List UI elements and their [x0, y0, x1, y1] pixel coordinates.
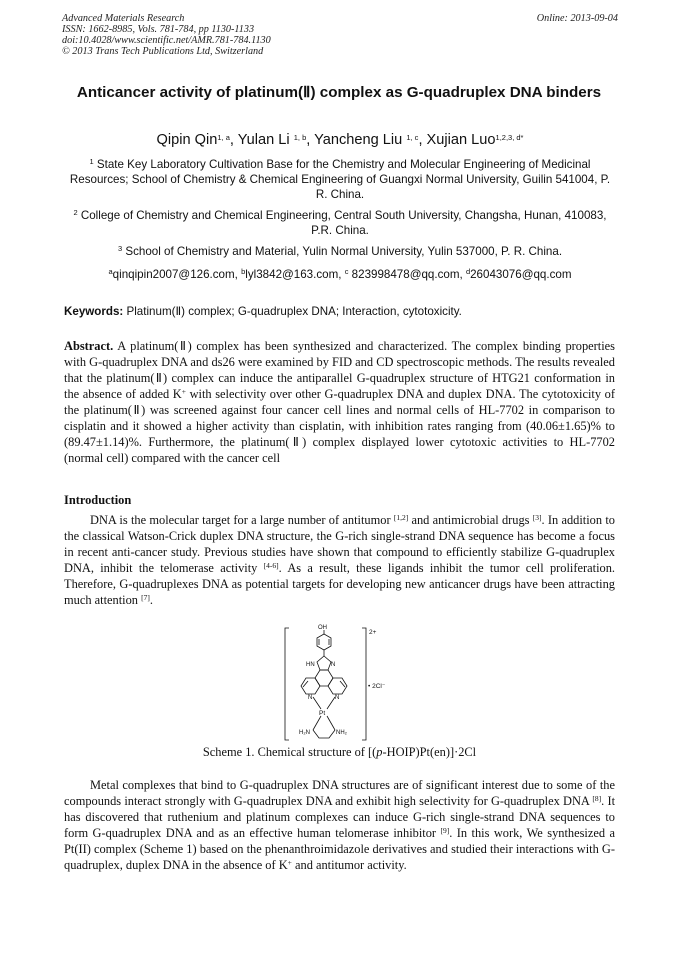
author-name: Yancheng Liu — [314, 132, 407, 148]
email-sup: c — [344, 267, 349, 276]
affiliation-2 — [64, 208, 616, 238]
keywords-text: Platinum(Ⅱ) complex; G-quadruplex DNA; Interaction, cytotoxicity. — [123, 305, 462, 318]
hn-label: HN — [306, 662, 315, 668]
charge-label: 2+ — [369, 629, 377, 636]
affiliation-text: State Key Laboratory Cultivation Base for the Chemistry and Molecular Engineering of Medicinal Resources; School of Chemistry & Chemical Engineering of Guangxi Normal University, Guilin 541004, P. R. China. — [69, 158, 611, 201]
email-address: lyl3842@163.com, — [245, 268, 345, 281]
affiliation-3 — [64, 244, 616, 259]
pt-label: Pt — [319, 710, 326, 717]
email-address: 26043076@qq.com — [470, 268, 572, 281]
affiliation-num: 2 — [73, 208, 78, 217]
citation: [4-6] — [263, 561, 279, 570]
caption-italic: p — [376, 745, 383, 759]
issn-line: ISSN: 1662-8985, Vols. 781-784, pp 1130-1133 — [62, 24, 255, 35]
body-paragraph-2 — [64, 777, 615, 873]
counterion-label: • 2Cl⁻ — [368, 683, 386, 690]
abstract-text: A platinum(Ⅱ) complex has been synthesized and characterized. The complex binding properties with G-quadruplex DNA and ds26 were examined by FID and CD spectroscopic methods. The results revealed that the platinum(Ⅱ) complex can induce the antiparallel G-quadruplex structure of HTG21 conformation in the absence of added K — [64, 339, 615, 401]
nh2-label: NH₂ — [336, 730, 347, 736]
email-sup: a — [108, 267, 113, 276]
journal-header — [62, 13, 618, 57]
phen-center-ring — [315, 670, 333, 686]
abstract-sup: + — [181, 387, 186, 396]
author-sup: 1,2,3, d* — [495, 133, 524, 142]
para-text: and antitumor activity. — [291, 858, 407, 872]
affiliation-num: 3 — [117, 244, 123, 253]
email-address: 823998478@qq.com, — [348, 268, 466, 281]
keywords — [64, 304, 616, 319]
intro-paragraph — [64, 512, 615, 608]
author-sep: , — [229, 132, 238, 148]
journal-name: Advanced Materials Research — [62, 13, 185, 24]
citation: [9] — [440, 826, 450, 835]
para-text: . It has discovered that ruthenium and platinum complexes can induce G-rich single-strand DNA sequences to form G-quadruplex DNA and as an effective human telomerase inhibitor — [64, 794, 616, 840]
author-name: Qipin Qin — [156, 132, 218, 148]
caption-text: Scheme 1. Chemical structure of [( — [202, 745, 377, 759]
email-list — [64, 267, 616, 282]
para-text: . As a result, these ligands inhibit the tumor cell proliferation. Therefore, G-quadruplexes DNA as potential targets for developing new anticancer drugs have been attracting much attention — [64, 561, 615, 607]
para-text: Metal complexes that bind to G-quadruplex DNA structures are of significant interest due to some of the compounds interact strongly with G-quadruplex DNA and exhibit high selectivity for G-quadruplex DNA — [64, 778, 615, 808]
email-sup: b — [241, 267, 246, 276]
keywords-label: Keywords: — [64, 305, 124, 318]
right-n-label: N — [335, 695, 340, 701]
affiliation-num: 1 — [89, 157, 94, 166]
affiliation-text: College of Chemistry and Chemical Engineering, Central South University, Changsha, Hunan, 410083, P.R. China. — [80, 209, 607, 237]
author-sup: 1, a — [217, 133, 230, 142]
oh-label: OH — [318, 625, 327, 631]
left-n-label: N — [308, 695, 313, 701]
chemical-structure — [275, 620, 405, 748]
left-bracket — [285, 628, 289, 740]
abstract-text: with selectivity over other G-quadruplex DNA and duplex DNA. The cytotoxicity of the platinum(Ⅱ) was screened against four cancer cell lines and normal cells of HL-7702 in comparison to cisplatin and it showed a higher activity than cisplatin, with inhibition rates ranging from (40.06±1.65)% to (89.47±1.14)%. Furthermore, the platinum(Ⅱ) complex displayed lower cytotoxic activities to HL-7702 (normal cell) compared with the cancer cell — [64, 387, 615, 465]
author-name: Xujian Luo — [426, 132, 496, 148]
para-sup: + — [287, 858, 292, 867]
author-name: Yulan Li — [237, 132, 294, 148]
para-text: . In addition to the classical Watson-Crick duplex DNA structure, the G-rich single-strand DNA sequence has become a focus in recent anti-cancer study. Previous studies have shown that compound to efficiently stabilize G-quadruplex DNA, inhibit the telomerase activity — [64, 513, 615, 575]
author-sep: , — [306, 132, 315, 148]
abstract — [64, 338, 615, 466]
citation: [8] — [592, 794, 602, 803]
h2n-label: H₂N — [299, 730, 310, 736]
email-sup: d — [465, 267, 471, 276]
caption-text: -HOIP)Pt(en)]·2Cl — [382, 745, 477, 759]
imidazole-ring — [317, 656, 331, 670]
citation: [3] — [532, 513, 542, 522]
author-list — [62, 131, 618, 149]
scheme-caption — [64, 745, 615, 760]
para-text: and antimicrobial drugs — [408, 513, 533, 527]
imidazole-n-label: N — [331, 662, 336, 668]
paper-title: Anticancer activity of platinum(Ⅱ) complex as G-quadruplex DNA binders — [76, 84, 602, 101]
affiliation-1 — [64, 157, 616, 202]
email-address: qinqipin2007@126.com, — [112, 268, 242, 281]
affiliation-text: School of Chemistry and Material, Yulin Normal University, Yulin 537000, P. R. China. — [125, 245, 563, 258]
author-sup: 1, b — [293, 133, 307, 142]
abstract-label: Abstract. — [64, 339, 114, 353]
para-text: . — [149, 593, 153, 607]
copyright-line: © 2013 Trans Tech Publications Ltd, Switzerland — [62, 46, 264, 57]
doi-line: doi:10.4028/www.scientific.net/AMR.781-784.1130 — [62, 35, 271, 46]
online-date: Online: 2013-09-04 — [536, 13, 618, 24]
para-text: DNA is the molecular target for a large number of antitumor — [90, 513, 394, 527]
citation: [7] — [141, 593, 150, 602]
author-sep: , — [418, 132, 427, 148]
introduction-heading: Introduction — [64, 493, 132, 507]
citation: [1,2] — [393, 513, 409, 522]
para-text: . In this work, We synthesized a Pt(II) complex (Scheme 1) based on the phenanthroimidazole derivatives and studied their interactions with G-quadruplex, duplex DNA in the absence of K — [64, 826, 615, 872]
author-sup: 1, c — [406, 133, 419, 142]
right-bracket — [362, 628, 366, 740]
